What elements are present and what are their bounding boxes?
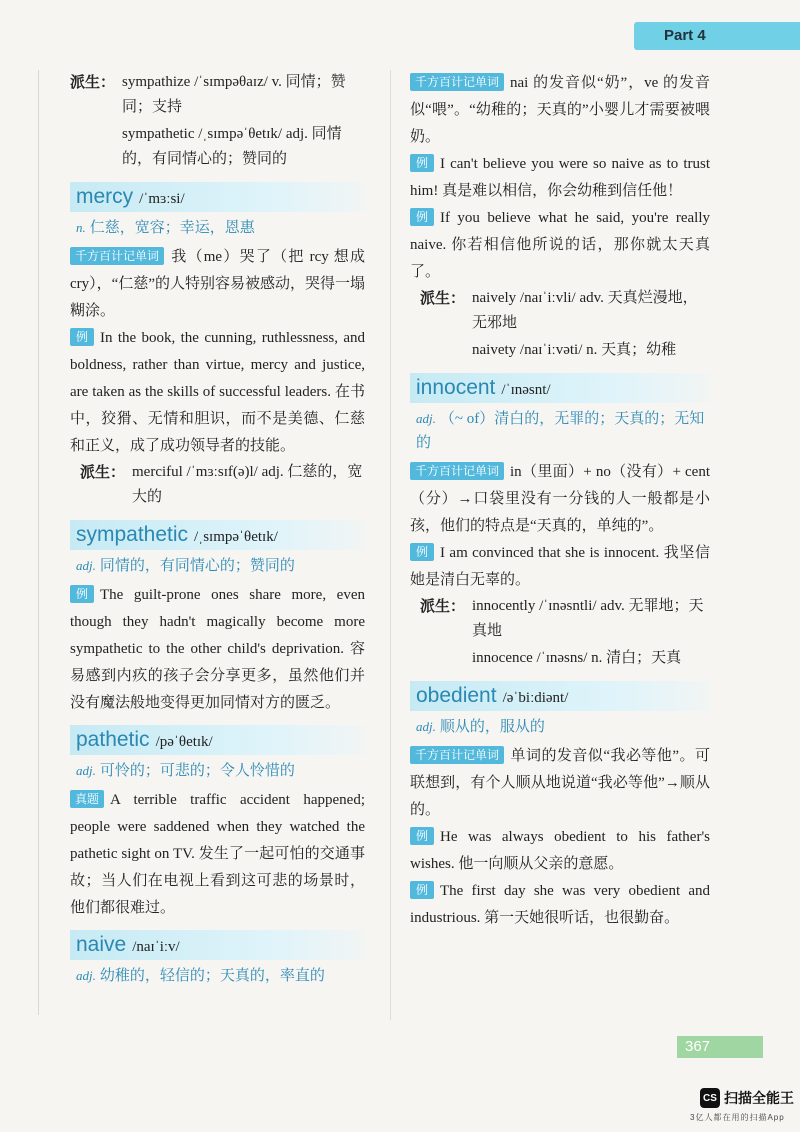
scanner-name: 扫描全能王 [724,1090,794,1106]
derivative-block [410,286,710,365]
example-text: The first day she was very obedient and industrious. 第一天她很听话，也很勤奋。 [410,883,710,926]
exam-sentence [70,787,365,922]
headword: naive [76,933,127,956]
entry-header [70,725,365,755]
derivative-item: sympathetic /ˌsɪmpəˈθetɪk/ adj. 同情的，有同情心的；赞同的 [122,126,342,167]
entry-header [70,930,365,960]
meaning [70,964,365,988]
example-tag: 例 [70,328,94,346]
memory-tip [70,244,365,325]
headword: sympathetic [76,523,189,546]
phonetic: /əˈbiːdiənt/ [502,690,569,706]
part-of-speech: adj. [416,411,436,426]
example-sentence [410,151,710,205]
meaning [410,407,710,455]
scanner-watermark [700,1088,794,1108]
phonetic: /pəˈθetɪk/ [155,734,213,750]
column-divider [390,70,391,1020]
part-of-speech: adj. [76,763,96,778]
exam-text: A terrible traffic accident happened; people were saddened when they watched the pathetic sight on TV. 发生了一起可怕的交通事故；当人们在电视上看到这可悲的场景时，他们都很难过。 [70,792,365,916]
headword: mercy [76,185,134,208]
scanner-tagline: 3亿人都在用的扫描App [690,1113,785,1122]
derivative-block [410,594,710,673]
memory-tip [410,70,710,151]
left-column [70,70,365,992]
entry-header [410,681,710,711]
phonetic: /ˈmɜːsi/ [139,191,185,207]
memory-text: nai 的发音似“奶”，ve 的发音似“喂”。“幼稚的；天真的”小婴儿才需要被喂奶。 [410,75,710,145]
derivative-item: naively /naɪˈiːvli/ adv. 天真烂漫地，无邪地 [472,290,698,331]
headword: pathetic [76,728,150,751]
meaning [70,759,365,783]
margin-rule [38,70,39,1015]
meaning-text: 可怜的；可悲的；令人怜惜的 [99,763,295,779]
memory-tip [410,743,710,824]
phonetic: /ˈɪnəsnt/ [501,382,551,398]
example-text: He was always obedient to his father's wishes. 他一向顺从父亲的意愿。 [410,829,710,872]
part-of-speech: adj. [416,719,436,734]
memory-tip [410,459,710,540]
example-text: In the book, the cunning, ruthlessness, and boldness, rather than virtue, mercy and justice, are taken as the skills of successful leaders. 在书中，狡猾、无情和胆识，而不是美德、仁慈和正义，成了成功领导者的技能。 [70,330,365,454]
derivative-item: merciful /ˈmɜːsɪf(ə)l/ adj. 仁慈的，宽大的 [132,464,363,505]
part-tab: Part 4 [634,22,800,50]
derivative-block [70,460,365,512]
meaning-text: 同情的，有同情心的；赞同的 [99,558,295,574]
derivative-item: naivety /naɪˈiːvəti/ n. 天真；幼稚 [472,342,677,358]
meaning-text: 顺从的，服从的 [439,719,545,735]
example-tag: 例 [410,827,434,845]
cs-logo-icon: CS [700,1088,720,1108]
example-text: I can't believe you were so naive as to trust him! 真是难以相信，你会幼稚到信任他！ [410,156,710,199]
meaning-text: （~ of）清白的，无罪的；天真的；无知的 [416,411,705,451]
example-sentence [70,325,365,460]
page-number: 367 [677,1036,763,1058]
memory-text: in（里面）+ no（没有）+ cent（分）→口袋里没有一分钱的人一般都是小孩，他们的特点是“天真的，单纯的”。 [410,464,710,534]
example-text: I am convinced that she is innocent. 我坚信她是清白无辜的。 [410,545,710,588]
example-text: The guilt-prone ones share more, even though they hadn't magically become more sympathetic to the other child's deprivation. 容易感到内疚的孩子会分享更多，虽然他们并没有魔法般地变得更加同情对方的匮乏。 [70,587,365,711]
memory-tag: 千方百计记单词 [410,746,504,764]
example-tag: 例 [410,881,434,899]
derivative-item: innocently /ˈɪnəsntli/ adv. 无罪地；天真地 [472,598,704,639]
example-sentence [70,582,365,717]
part-of-speech: adj. [76,968,96,983]
example-tag: 例 [410,208,434,226]
derivative-label: 派生： [420,290,466,307]
derivative-label: 派生： [70,74,116,91]
meaning [70,554,365,578]
example-tag: 例 [410,154,434,172]
memory-tag: 千方百计记单词 [70,247,164,265]
meaning [410,715,710,739]
meaning [70,216,365,240]
entry-header [70,182,365,212]
meaning-text: 仁慈，宽容；幸运，恩惠 [89,220,255,236]
headword: obedient [416,684,497,707]
example-sentence [410,205,710,286]
example-sentence [410,824,710,878]
meaning-text: 幼稚的，轻信的；天真的，率直的 [99,968,325,984]
example-tag: 例 [410,543,434,561]
phonetic: /ˌsɪmpəˈθetɪk/ [194,529,278,545]
derivative-item: innocence /ˈɪnəsns/ n. 清白；天真 [472,650,682,666]
derivative-item: sympathize /ˈsɪmpəθaɪz/ v. 同情；赞同；支持 [122,74,346,115]
derivative-block [70,70,365,174]
example-sentence [410,878,710,932]
memory-tag: 千方百计记单词 [410,73,504,91]
phonetic: /naɪˈiːv/ [132,939,180,955]
example-text: If you believe what he said, you're really naive. 你若相信他所说的话，那你就太天真了。 [410,210,710,280]
headword: innocent [416,376,496,399]
example-sentence [410,540,710,594]
example-tag: 例 [70,585,94,603]
right-column [410,70,710,932]
entry-header [410,373,710,403]
entry-header [70,520,365,550]
exam-tag: 真题 [70,790,104,808]
derivative-label: 派生： [420,598,466,615]
part-of-speech: n. [76,220,86,235]
memory-text: 我（me）哭了（把 rcy 想成 cry），“仁慈”的人特别容易被感动，哭得一塌糊涂。 [70,249,365,319]
derivative-label: 派生： [80,464,126,481]
part-of-speech: adj. [76,558,96,573]
memory-text: 单词的发音似“我必等他”。可联想到，有个人顺从地说道“我必等他”→顺从的。 [410,748,710,818]
memory-tag: 千方百计记单词 [410,462,504,480]
